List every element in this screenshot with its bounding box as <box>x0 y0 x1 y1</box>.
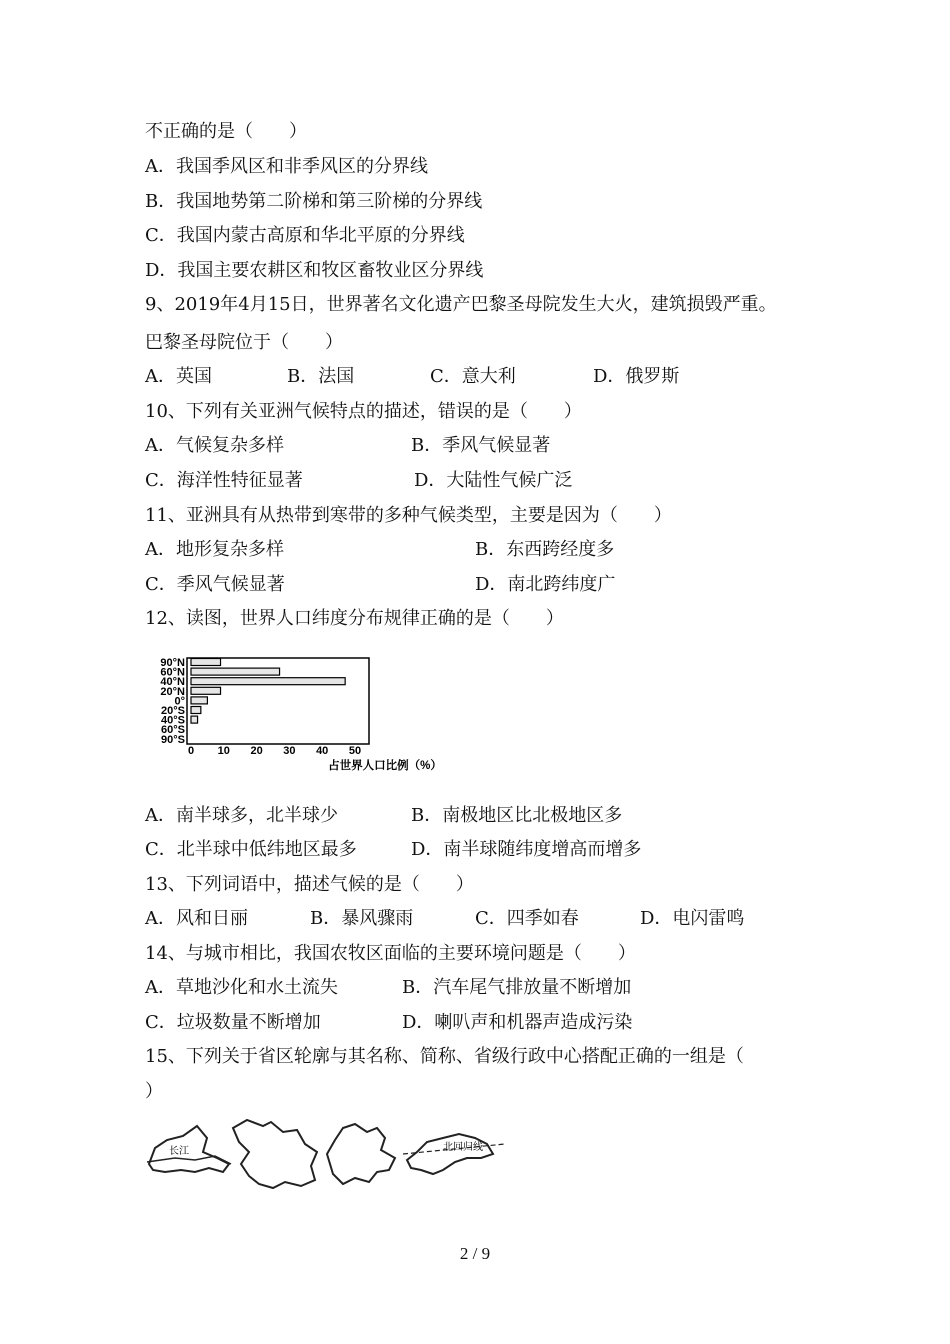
chart-bar <box>191 697 207 704</box>
province-outline-3 <box>327 1124 395 1184</box>
q13-option-b: B．暴风骤雨 <box>310 908 414 929</box>
chart-bar <box>191 659 221 666</box>
q12-option-b: B．南极地区比北极地区多 <box>411 805 623 826</box>
province-outline-1 <box>147 1126 231 1172</box>
chart-bar <box>191 687 221 694</box>
page-number: 2 / 9 <box>459 1244 491 1263</box>
q13-option-d: D．电闪雷鸣 <box>640 908 745 929</box>
chart-xtick-label: 20 <box>250 745 263 757</box>
option-l5: D．我国主要农耕区和牧区畜牧业区分界线 <box>145 260 484 281</box>
q13-option-a: A．风和日丽 <box>145 908 248 929</box>
question-11: 11、亚洲具有从热带到寒带的多种气候类型，主要是因为（ ） <box>145 505 672 526</box>
q14-option-a: A．草地沙化和水土流失 <box>145 977 338 998</box>
chart-bar <box>191 716 198 723</box>
q10-option-a: A．气候复杂多样 <box>145 435 284 456</box>
q11-option-a: A．地形复杂多样 <box>145 539 284 560</box>
label-beihuiguixian: 北回归线 <box>443 1142 483 1153</box>
chart-category-label: 40°S <box>161 714 185 727</box>
q14-option-b: B．汽车尾气排放量不断增加 <box>402 977 632 998</box>
option-l3: B．我国地势第二阶梯和第三阶梯的分界线 <box>145 191 483 212</box>
q12-option-d: D．南半球随纬度增高而增多 <box>411 839 642 860</box>
option-l2: A．我国季风区和非季风区的分界线 <box>145 156 428 177</box>
q9-option-b: B．法国 <box>287 366 355 387</box>
q11-option-c: C．季风气候显著 <box>145 574 285 595</box>
chart-category-label: 0° <box>174 695 185 708</box>
question-9-cont: 巴黎圣母院位于（ ） <box>145 332 343 353</box>
chart-xtick-label: 10 <box>217 745 230 757</box>
chart-xtick-label: 50 <box>348 745 362 757</box>
q10-option-b: B．季风气候显著 <box>411 435 551 456</box>
q14-option-c: C．垃圾数量不断增加 <box>145 1012 321 1033</box>
q9-option-d: D．俄罗斯 <box>593 366 680 387</box>
chart-category-label: 20°S <box>161 705 185 717</box>
q9-option-c: C．意大利 <box>430 366 516 387</box>
option-l4: C．我国内蒙古高原和华北平原的分界线 <box>145 225 465 246</box>
q11-option-b: B．东西跨经度多 <box>475 539 615 560</box>
question-9: 9、2019年4月15日，世界著名文化遗产巴黎圣母院发生大火，建筑损毁严重。 <box>145 294 777 315</box>
chart-bar <box>191 678 345 685</box>
chart-category-label: 20°N <box>160 685 185 698</box>
province-outline-2 <box>233 1120 317 1188</box>
chart-xtick-label: 40 <box>316 745 329 757</box>
chart-category-label: 90°S <box>161 733 185 746</box>
question-15: 15、下列关于省区轮廓与其名称、简称、省级行政中心搭配正确的一组是（ <box>145 1046 744 1067</box>
population-latitude-chart <box>145 650 445 778</box>
chart-bar <box>191 707 201 714</box>
question-14: 14、与城市相比，我国农牧区面临的主要环境问题是（ ） <box>145 943 636 964</box>
chart-category-label: 40°N <box>160 676 185 689</box>
q10-option-c: C．海洋性特征显著 <box>145 470 303 491</box>
chart-category-label: 90°N <box>160 657 185 669</box>
chart-xlabel: 占世界人口比例（%） <box>328 760 442 772</box>
question-15-cont: ） <box>145 1081 163 1102</box>
label-changjiang: 长江 <box>169 1146 189 1157</box>
province-outlines-figure <box>145 1112 515 1194</box>
question-12: 12、读图，世界人口纬度分布规律正确的是（ ） <box>145 608 564 629</box>
q14-option-d: D．喇叭声和机器声造成污染 <box>402 1012 633 1033</box>
q12-option-c: C．北半球中低纬地区最多 <box>145 839 357 860</box>
chart-category-label: 60°S <box>161 724 185 737</box>
q11-option-d: D．南北跨纬度广 <box>475 574 616 595</box>
q12-option-a: A．南半球多，北半球少 <box>145 805 338 826</box>
chart-xtick-label: 0 <box>187 745 195 757</box>
q9-option-a: A．英国 <box>145 366 212 387</box>
q10-option-d: D．大陆性气候广泛 <box>414 470 573 491</box>
q13-option-c: C．四季如春 <box>475 908 579 929</box>
province-outline-4 <box>403 1134 505 1174</box>
chart-xtick-label: 30 <box>283 745 296 757</box>
chart-category-label: 60°N <box>160 666 185 679</box>
chart-bar <box>191 668 280 675</box>
question-13: 13、下列词语中，描述气候的是（ ） <box>145 874 474 895</box>
line-l1: 不正确的是（ ） <box>145 121 307 142</box>
question-10: 10、下列有关亚洲气候特点的描述，错误的是（ ） <box>145 401 582 422</box>
